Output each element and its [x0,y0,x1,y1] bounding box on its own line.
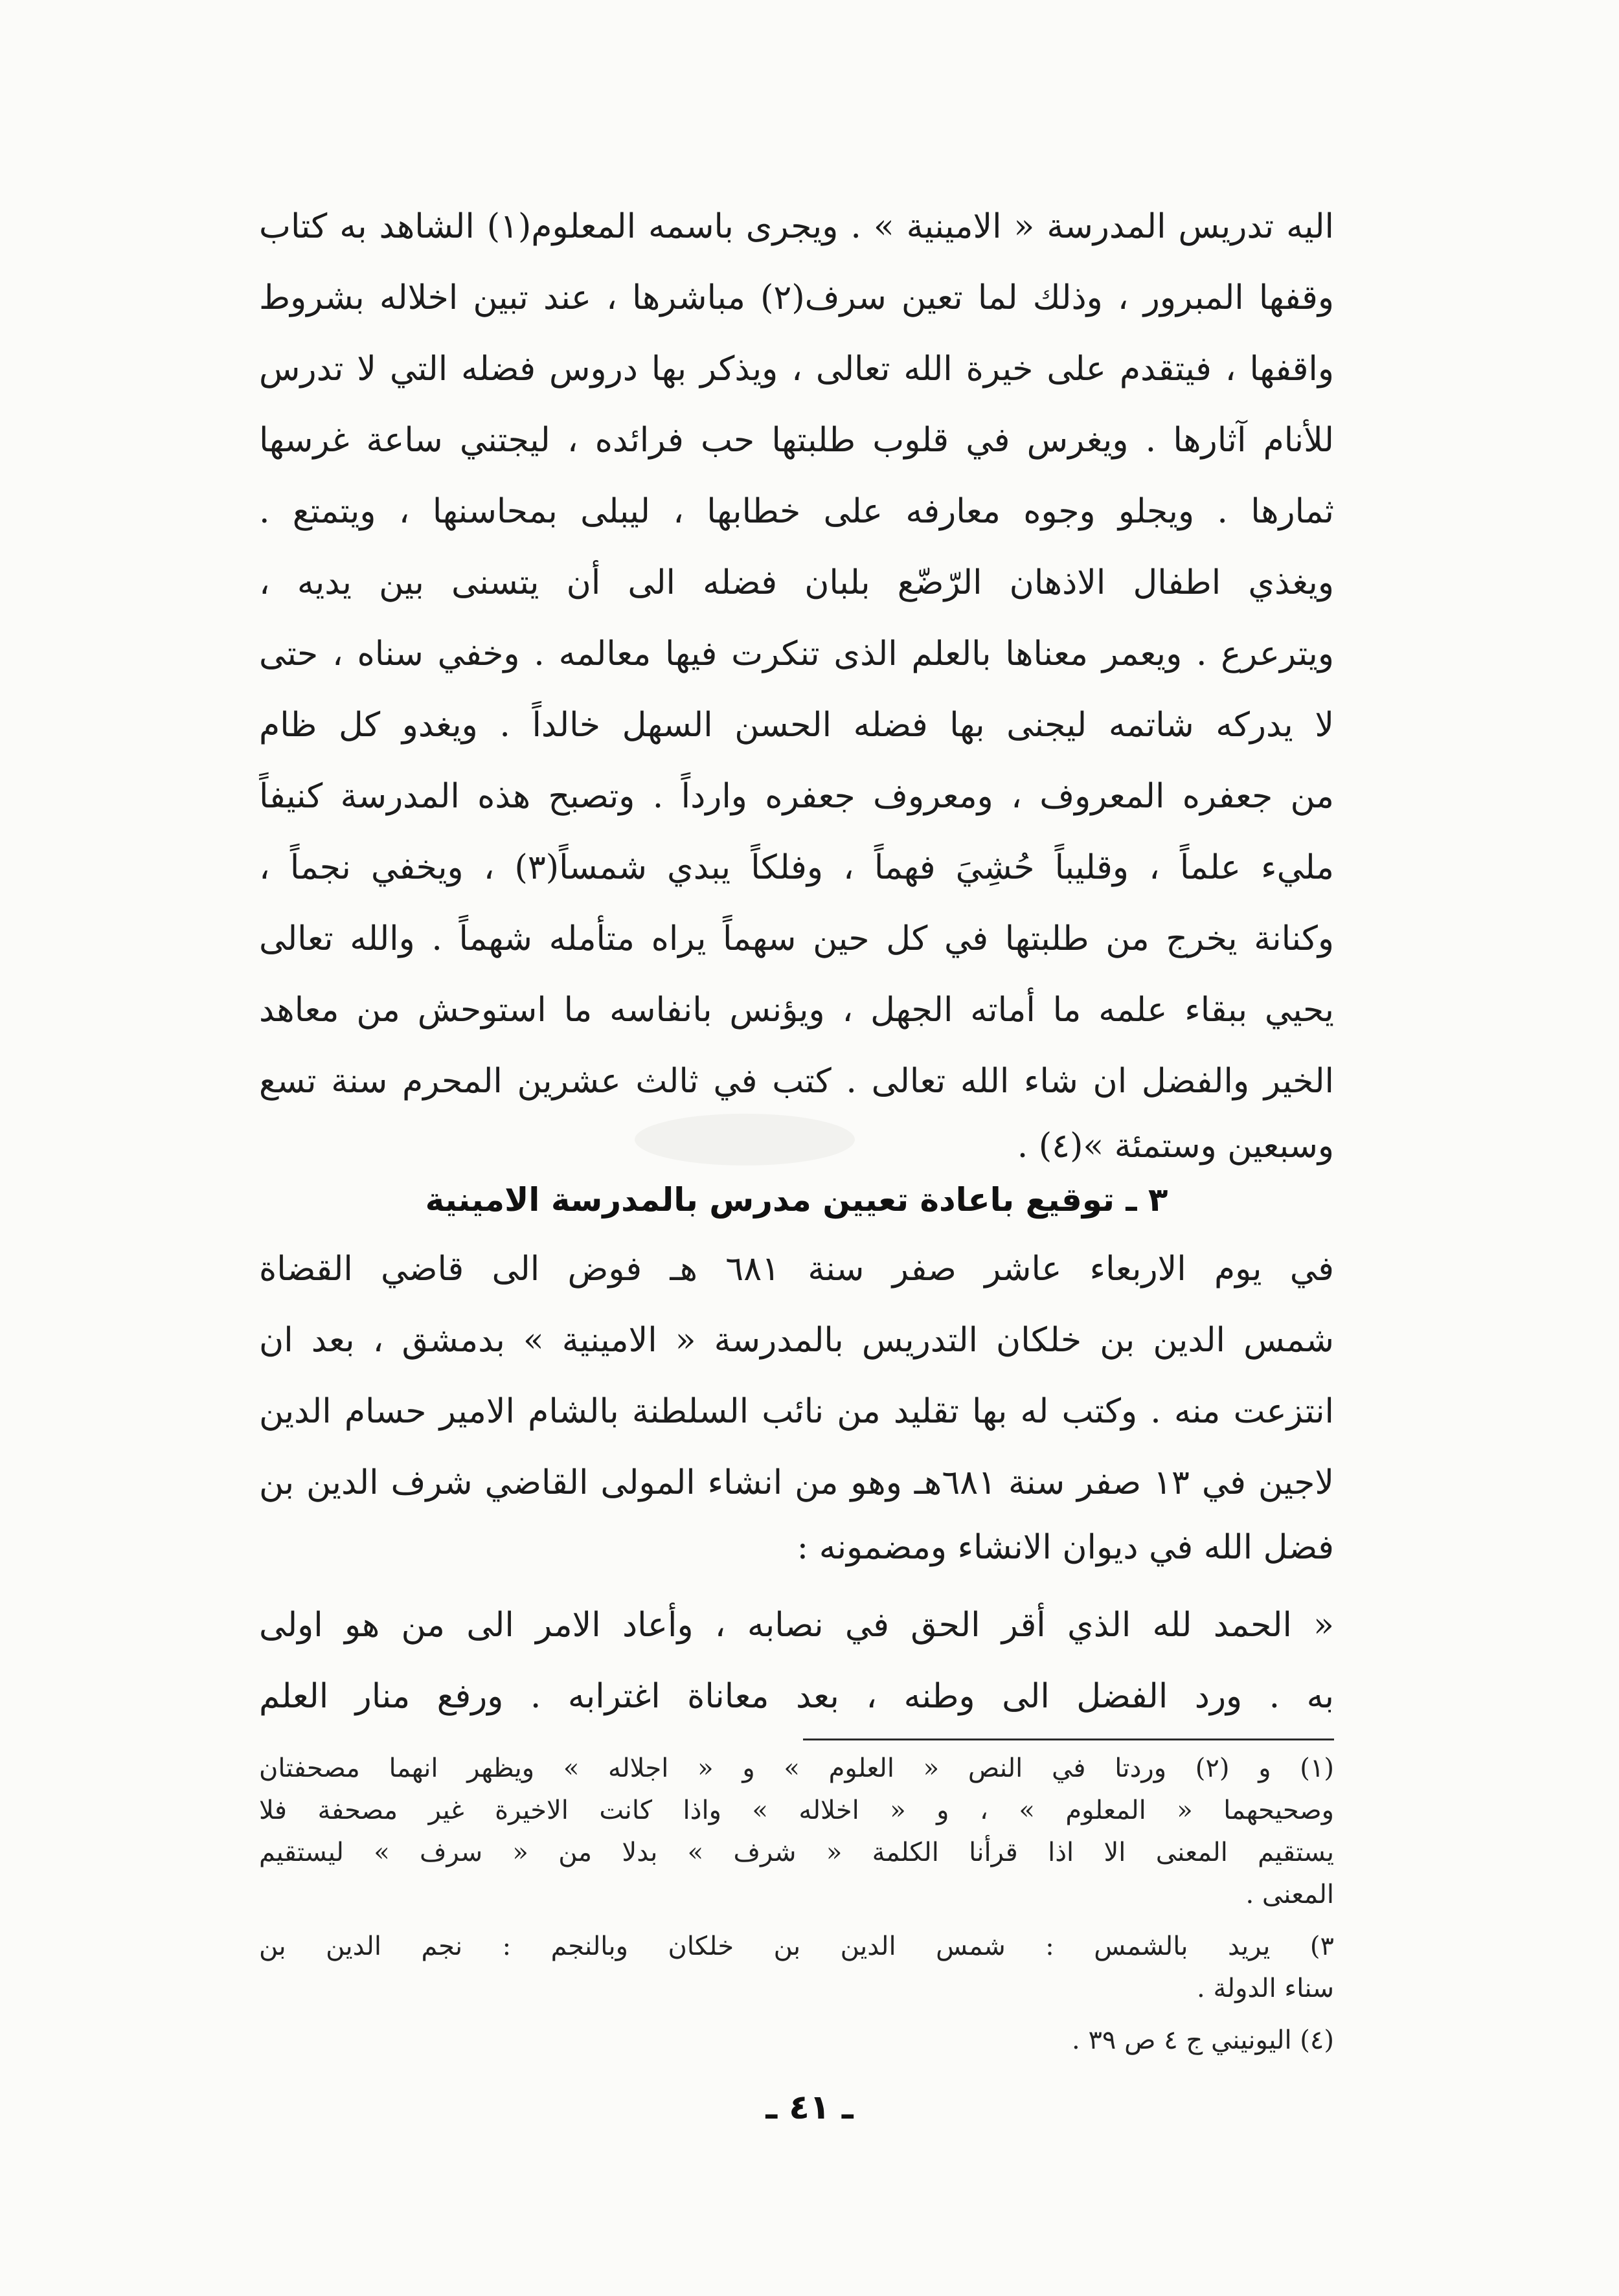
section-line: « الحمد لله الذي أقر الحق في نصابه ، وأعاد الامر الى من هو اولى [259,1606,1334,1645]
section-heading: ٣ ـ توقيع باعادة تعيين مدرس بالمدرسة الامينية [425,1181,1168,1219]
section-line: فضل الله في ديوان الانشاء ومضمونه : [797,1528,1334,1567]
body-line: الخير والفضل ان شاء الله تعالى . كتب في ثالث عشرين المحرم سنة تسع [259,1062,1334,1101]
section-line: شمس الدين بن خلكان التدريس بالمدرسة « الامينية » بدمشق ، بعد ان [259,1321,1334,1360]
body-line: من جعفره المعروف ، ومعروف جعفره وارداً . وتصبح هذه المدرسة كنيفاً [259,777,1334,816]
body-line: يحيي ببقاء علمه ما أماته الجهل ، ويؤنس بانفاسه ما استوحش من معاهد [259,991,1334,1030]
section-line: به . ورد الفضل الى وطنه ، بعد معاناة اغترابه . ورفع منار العلم [259,1677,1334,1716]
footnote-line: ٣) يريد بالشمس : شمس الدين بن خلكان وبالنجم : نجم الدين بن [259,1931,1334,1961]
footnote-line: سناء الدولة . [1197,1974,1334,2003]
footnote-separator [803,1739,1334,1740]
body-line: للأنام آثارها . ويغرس في قلوب طلبتها حب فرائده ، ليجتني ساعة غرسها [259,421,1334,460]
footnote-line: وصحيحهما « المعلوم » ، و « اخلاله » واذا كانت الاخيرة غير مصحفة فلا [259,1795,1334,1825]
body-line: ويغذي اطفال الاذهان الرّضّع بلبان فضله الى أن يتسنى بين يديه ، [259,563,1334,602]
body-line: مليء علماً ، وقليباً حُشِيَ فهماً ، وفلكاً يبدي شمساً(٣) ، ويخفي نجماً ، [259,848,1334,887]
footnote-line: (١) و (٢) وردتا في النص « العلوم » و « اجلاله » ويظهر انهما مصحفتان [259,1753,1334,1783]
body-line: وسبعين وستمئة »(٤) . [1017,1127,1334,1165]
footnote-line: المعنى . [1245,1880,1334,1909]
footnote-line: يستقيم المعنى الا اذا قرأنا الكلمة « شرف » بدلا من « سرف » ليستقيم [259,1838,1334,1867]
body-line: لا يدركه شاتمه ليجنى بها فضله الحسن السهل خالداً . ويغدو كل ظام [259,706,1334,745]
footnote-line: (٤) اليونيني ج ٤ ص ٣٩ . [1072,2025,1334,2055]
body-line: واقفها ، فيتقدم على خيرة الله تعالى ، ويذكر بها دروس فضله التي لا تدرس [259,350,1334,388]
section-line: انتزعت منه . وكتب له بها تقليد من نائب السلطنة بالشام الامير حسام الدين [259,1392,1334,1431]
body-line: وقفها المبرور ، وذلك لما تعين سرف(٢) مباشرها ، عند تبين اخلاله بشروط [259,278,1334,317]
section-line: في يوم الاربعاء عاشر صفر سنة ٦٨١ هـ فوض الى قاضي القضاة [259,1250,1334,1289]
page-number: ـ ٤١ ـ [765,2088,854,2127]
body-line: اليه تدريس المدرسة « الامينية » . ويجرى باسمه المعلوم(١) الشاهد به كتاب [259,207,1334,246]
body-line: ثمارها . ويجلو وجوه معارفه على خطابها ، ليبلى بمحاسنها ، ويتمتع . [259,492,1334,531]
body-line: ويترعرع . ويعمر معناها بالعلم الذى تنكرت فيها معالمه . وخفي سناه ، حتى [259,635,1334,673]
body-line: وكنانة يخرج من طلبتها في كل حين سهماً يراه متأمله شهماً . والله تعالى [259,919,1334,958]
section-line: لاجين في ١٣ صفر سنة ٦٨١هـ وهو من انشاء المولى القاضي شرف الدين بن [259,1463,1334,1502]
